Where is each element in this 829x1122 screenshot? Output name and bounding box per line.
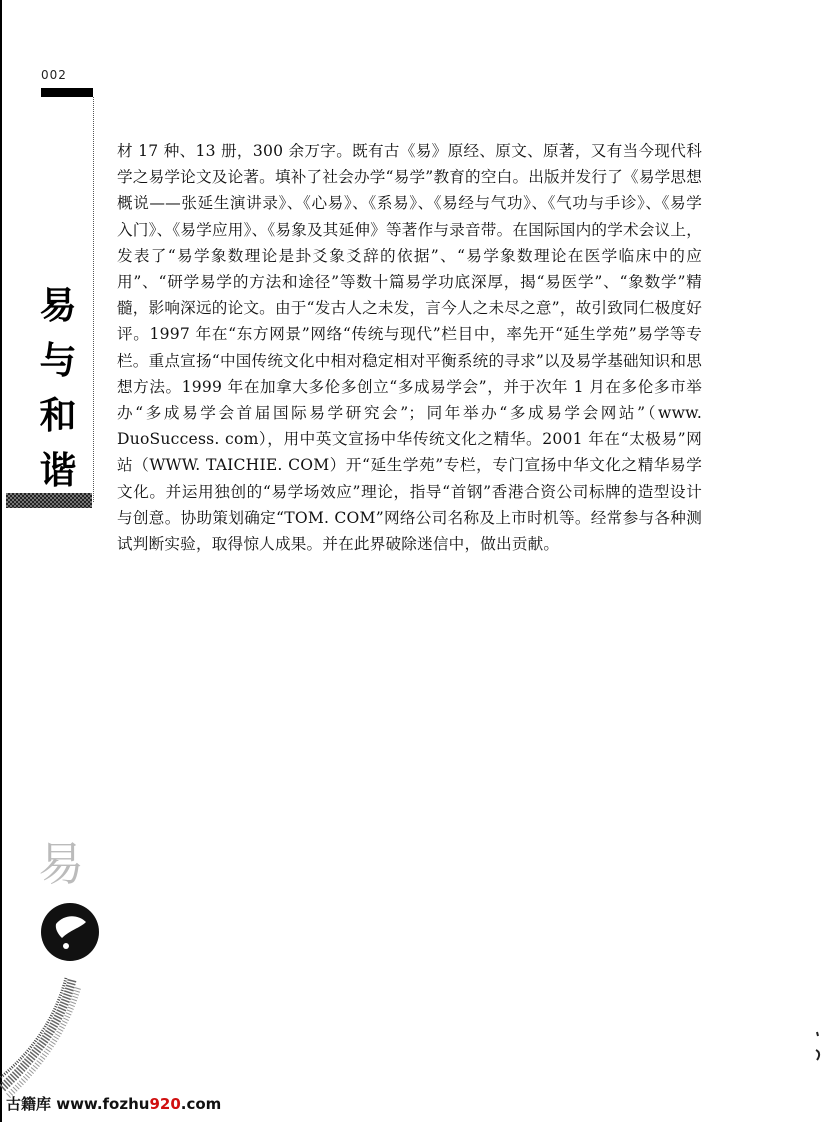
page-number-bar <box>41 88 93 97</box>
margin-dotted-rule <box>93 97 94 502</box>
brush-stroke-icon <box>0 978 78 1096</box>
side-title-char-4: 谐 <box>39 449 77 492</box>
watermark-highlight: 920 <box>149 1095 181 1113</box>
body-text <box>117 138 702 557</box>
watermark-suffix: .com <box>180 1095 222 1113</box>
watermark-prefix: 古籍库 www.fozhu <box>6 1095 150 1113</box>
calligraphy-decoration <box>0 830 110 1100</box>
calligraphy-char: 易 <box>38 837 84 891</box>
side-title-char-3: 和 <box>39 394 77 437</box>
edge-mark <box>813 1030 823 1070</box>
yin-yang-icon <box>41 903 99 961</box>
page-number: 002 <box>41 68 67 82</box>
side-title-char-1: 易 <box>39 284 77 327</box>
body-paragraph: 材 17 种、13 册，300 余万字。既有古《易》原经、原文、原著，又有当今现代科学之易学论文及论著。填补了社会办学“易学”教育的空白。出版并发行了《易学思想概说——张延生演讲录》、《心易》、《系易》、《易经与气功》、《气功与手诊》、《易学入门》、《易学应用》、《易象及其延伸》等著作与录音带。在国际国内的学术会议上，发表了“易学象数理论是卦爻象爻辞的依据”、“易学象数理论在医学临床中的应用”、“研学易学的方法和途径”等数十篇易学功底深厚，揭“易医学”、“象数学”精髓，影响深远的论文。由于“发古人之未发，言今人之未尽之意”，故引致同仁极度好评。1997 年在“东方网景”网络“传统与现代”栏目中，率先开“延生学苑”易学等专栏。重点宣扬“中国传统文化中相对稳定相对平衡系统的寻求”以及易学基础知识和思想方法。1999 年在加拿大多伦多创立“多成易学会”，并于次年 1 月在多伦多市举办“多成易学会首届国际易学研究会”；同年举办“多成易学会网站”（www. DuoSuccess. com），用中英文宣扬中华传统文化之精华。2001 年在“太极易”网站（WWW. TAICHIE. COM）开“延生学苑”专栏，专门宣扬中华文化之精华易学文化。并运用独创的“易学场效应”理论，指导“首钢”香港合资公司标牌的造型设计与创意。协助策划确定“TOM. COM”网络公司名称及上市时机等。经常参与各种测试判断实验，取得惊人成果。并在此界破除迷信中，做出贡献。 <box>117 142 702 554</box>
site-watermark <box>6 1093 221 1114</box>
side-title-char-2: 与 <box>39 339 77 382</box>
side-title <box>28 278 88 498</box>
checkered-divider <box>6 493 92 508</box>
